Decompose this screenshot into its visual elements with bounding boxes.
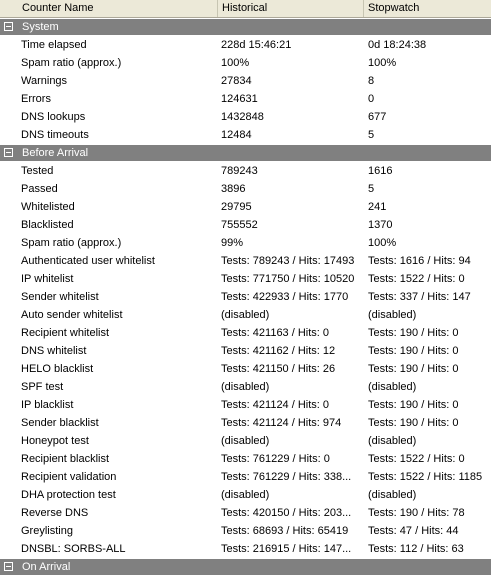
- stopwatch-value: 8: [368, 75, 375, 87]
- counter-row[interactable]: [0, 216, 491, 234]
- historical-value: 29795: [221, 201, 252, 213]
- stopwatch-value: Tests: 190 / Hits: 0: [368, 327, 459, 339]
- counter-name: Warnings: [21, 75, 68, 87]
- historical-value: Tests: 761229 / Hits: 0: [221, 453, 330, 465]
- historical-value: 100%: [221, 57, 250, 69]
- stopwatch-value: Tests: 190 / Hits: 0: [368, 417, 459, 429]
- group-label: On Arrival: [22, 561, 71, 573]
- counter-row[interactable]: [0, 162, 491, 180]
- counter-row[interactable]: [0, 252, 491, 270]
- stopwatch-value: 0: [368, 93, 375, 105]
- stopwatch-value: 241: [368, 201, 387, 213]
- stopwatch-value: Tests: 190 / Hits: 78: [368, 507, 465, 519]
- counter-row[interactable]: [0, 540, 491, 558]
- stopwatch-value: Tests: 190 / Hits: 0: [368, 399, 459, 411]
- column-header-counter-name[interactable]: Counter Name: [0, 0, 218, 17]
- counter-row[interactable]: [0, 342, 491, 360]
- counter-name: Sender blacklist: [21, 417, 99, 429]
- historical-value: Tests: 761229 / Hits: 338...: [221, 471, 352, 483]
- historical-value: Tests: 789243 / Hits: 17493: [221, 255, 355, 267]
- column-header-historical[interactable]: Historical: [218, 0, 364, 17]
- counter-row[interactable]: [0, 198, 491, 216]
- counter-name: Spam ratio (approx.): [21, 57, 122, 69]
- historical-value: 228d 15:46:21: [221, 39, 292, 51]
- stopwatch-value: Tests: 1522 / Hits: 0: [368, 453, 465, 465]
- counter-row[interactable]: [0, 36, 491, 54]
- counter-list: [0, 18, 491, 576]
- counter-name: DHA protection test: [21, 489, 116, 501]
- counter-name: Passed: [21, 183, 58, 195]
- group-header[interactable]: [0, 145, 491, 161]
- stopwatch-value: 677: [368, 111, 387, 123]
- historical-value: 789243: [221, 165, 258, 177]
- counter-row[interactable]: [0, 378, 491, 396]
- stopwatch-value: Tests: 337 / Hits: 147: [368, 291, 471, 303]
- counter-name: Sender whitelist: [21, 291, 99, 303]
- stopwatch-value: (disabled): [368, 489, 417, 501]
- counter-name: DNS whitelist: [21, 345, 87, 357]
- counter-row[interactable]: [0, 234, 491, 252]
- counter-row[interactable]: [0, 522, 491, 540]
- group-header[interactable]: [0, 19, 491, 35]
- counter-row[interactable]: [0, 306, 491, 324]
- counter-name: Errors: [21, 93, 51, 105]
- stopwatch-value: 1370: [368, 219, 393, 231]
- stopwatch-value: Tests: 1616 / Hits: 94: [368, 255, 471, 267]
- historical-value: (disabled): [221, 489, 270, 501]
- historical-value: 3896: [221, 183, 246, 195]
- counter-name: Blacklisted: [21, 219, 74, 231]
- stopwatch-value: (disabled): [368, 309, 417, 321]
- historical-value: (disabled): [221, 435, 270, 447]
- historical-value: 755552: [221, 219, 258, 231]
- counter-row[interactable]: [0, 396, 491, 414]
- historical-value: Tests: 68693 / Hits: 65419: [221, 525, 349, 537]
- column-header-stopwatch[interactable]: Stopwatch: [368, 2, 420, 14]
- stopwatch-value: (disabled): [368, 381, 417, 393]
- counter-row[interactable]: [0, 108, 491, 126]
- historical-value: (disabled): [221, 309, 270, 321]
- counter-row[interactable]: [0, 504, 491, 522]
- counter-name: DNS lookups: [21, 111, 86, 123]
- counter-name: DNS timeouts: [21, 129, 89, 141]
- collapse-minus-icon[interactable]: [4, 148, 13, 157]
- historical-value: Tests: 421150 / Hits: 26: [221, 363, 336, 375]
- counter-name: HELO blacklist: [21, 363, 94, 375]
- historical-value: 99%: [221, 237, 244, 249]
- counter-name: Tested: [21, 165, 54, 177]
- counter-name: Recipient validation: [21, 471, 117, 483]
- historical-value: 12484: [221, 129, 252, 141]
- counter-name: Spam ratio (approx.): [21, 237, 122, 249]
- counter-row[interactable]: [0, 90, 491, 108]
- group-header[interactable]: [0, 559, 491, 575]
- counter-row[interactable]: [0, 432, 491, 450]
- historical-value: Tests: 421162 / Hits: 12: [221, 345, 336, 357]
- counter-row[interactable]: [0, 450, 491, 468]
- stopwatch-value: Tests: 1522 / Hits: 0: [368, 273, 465, 285]
- historical-value: Tests: 421124 / Hits: 0: [221, 399, 330, 411]
- collapse-minus-icon[interactable]: [4, 22, 13, 31]
- stopwatch-value: 5: [368, 129, 375, 141]
- counter-name: Time elapsed: [21, 39, 87, 51]
- counter-row[interactable]: [0, 468, 491, 486]
- stopwatch-value: Tests: 1522 / Hits: 1185: [368, 471, 483, 483]
- stopwatch-value: Tests: 190 / Hits: 0: [368, 345, 459, 357]
- historical-value: Tests: 422933 / Hits: 1770: [221, 291, 349, 303]
- stopwatch-value: 0d 18:24:38: [368, 39, 427, 51]
- counter-row[interactable]: [0, 324, 491, 342]
- historical-value: (disabled): [221, 381, 270, 393]
- counter-row[interactable]: [0, 288, 491, 306]
- stopwatch-value: Tests: 112 / Hits: 63: [368, 543, 464, 555]
- stopwatch-value: (disabled): [368, 435, 417, 447]
- historical-value: 124631: [221, 93, 258, 105]
- counter-name: IP whitelist: [21, 273, 74, 285]
- counter-name: Recipient blacklist: [21, 453, 110, 465]
- counter-name: Reverse DNS: [21, 507, 89, 519]
- counter-name: Auto sender whitelist: [21, 309, 123, 321]
- historical-value: 1432848: [221, 111, 264, 123]
- counter-row[interactable]: [0, 54, 491, 72]
- historical-value: 27834: [221, 75, 252, 87]
- historical-value: Tests: 421124 / Hits: 974: [221, 417, 342, 429]
- stopwatch-value: Tests: 190 / Hits: 0: [368, 363, 459, 375]
- group-label: Before Arrival: [22, 147, 89, 159]
- counter-name: SPF test: [21, 381, 64, 393]
- group-label: System: [22, 21, 59, 33]
- counter-name: Authenticated user whitelist: [21, 255, 155, 267]
- counter-name: IP blacklist: [21, 399, 74, 411]
- counter-row[interactable]: [0, 270, 491, 288]
- stopwatch-value: 100%: [368, 57, 397, 69]
- counter-row[interactable]: [0, 180, 491, 198]
- counter-row[interactable]: [0, 486, 491, 504]
- historical-value: Tests: 216915 / Hits: 147...: [221, 543, 352, 555]
- counter-row[interactable]: [0, 414, 491, 432]
- counter-name: Recipient whitelist: [21, 327, 110, 339]
- stopwatch-value: Tests: 47 / Hits: 44: [368, 525, 459, 537]
- counter-row[interactable]: [0, 72, 491, 90]
- column-header: [0, 0, 491, 18]
- counter-name: Whitelisted: [21, 201, 75, 213]
- stopwatch-value: 5: [368, 183, 375, 195]
- counter-name: DNSBL: SORBS-ALL: [21, 543, 126, 555]
- counter-row[interactable]: [0, 126, 491, 144]
- historical-value: Tests: 771750 / Hits: 10520: [221, 273, 355, 285]
- historical-value: Tests: 420150 / Hits: 203...: [221, 507, 352, 519]
- stopwatch-value: 1616: [368, 165, 393, 177]
- historical-value: Tests: 421163 / Hits: 0: [221, 327, 330, 339]
- counter-name: Greylisting: [21, 525, 73, 537]
- stopwatch-value: 100%: [368, 237, 397, 249]
- counter-name: Honeypot test: [21, 435, 89, 447]
- counter-row[interactable]: [0, 360, 491, 378]
